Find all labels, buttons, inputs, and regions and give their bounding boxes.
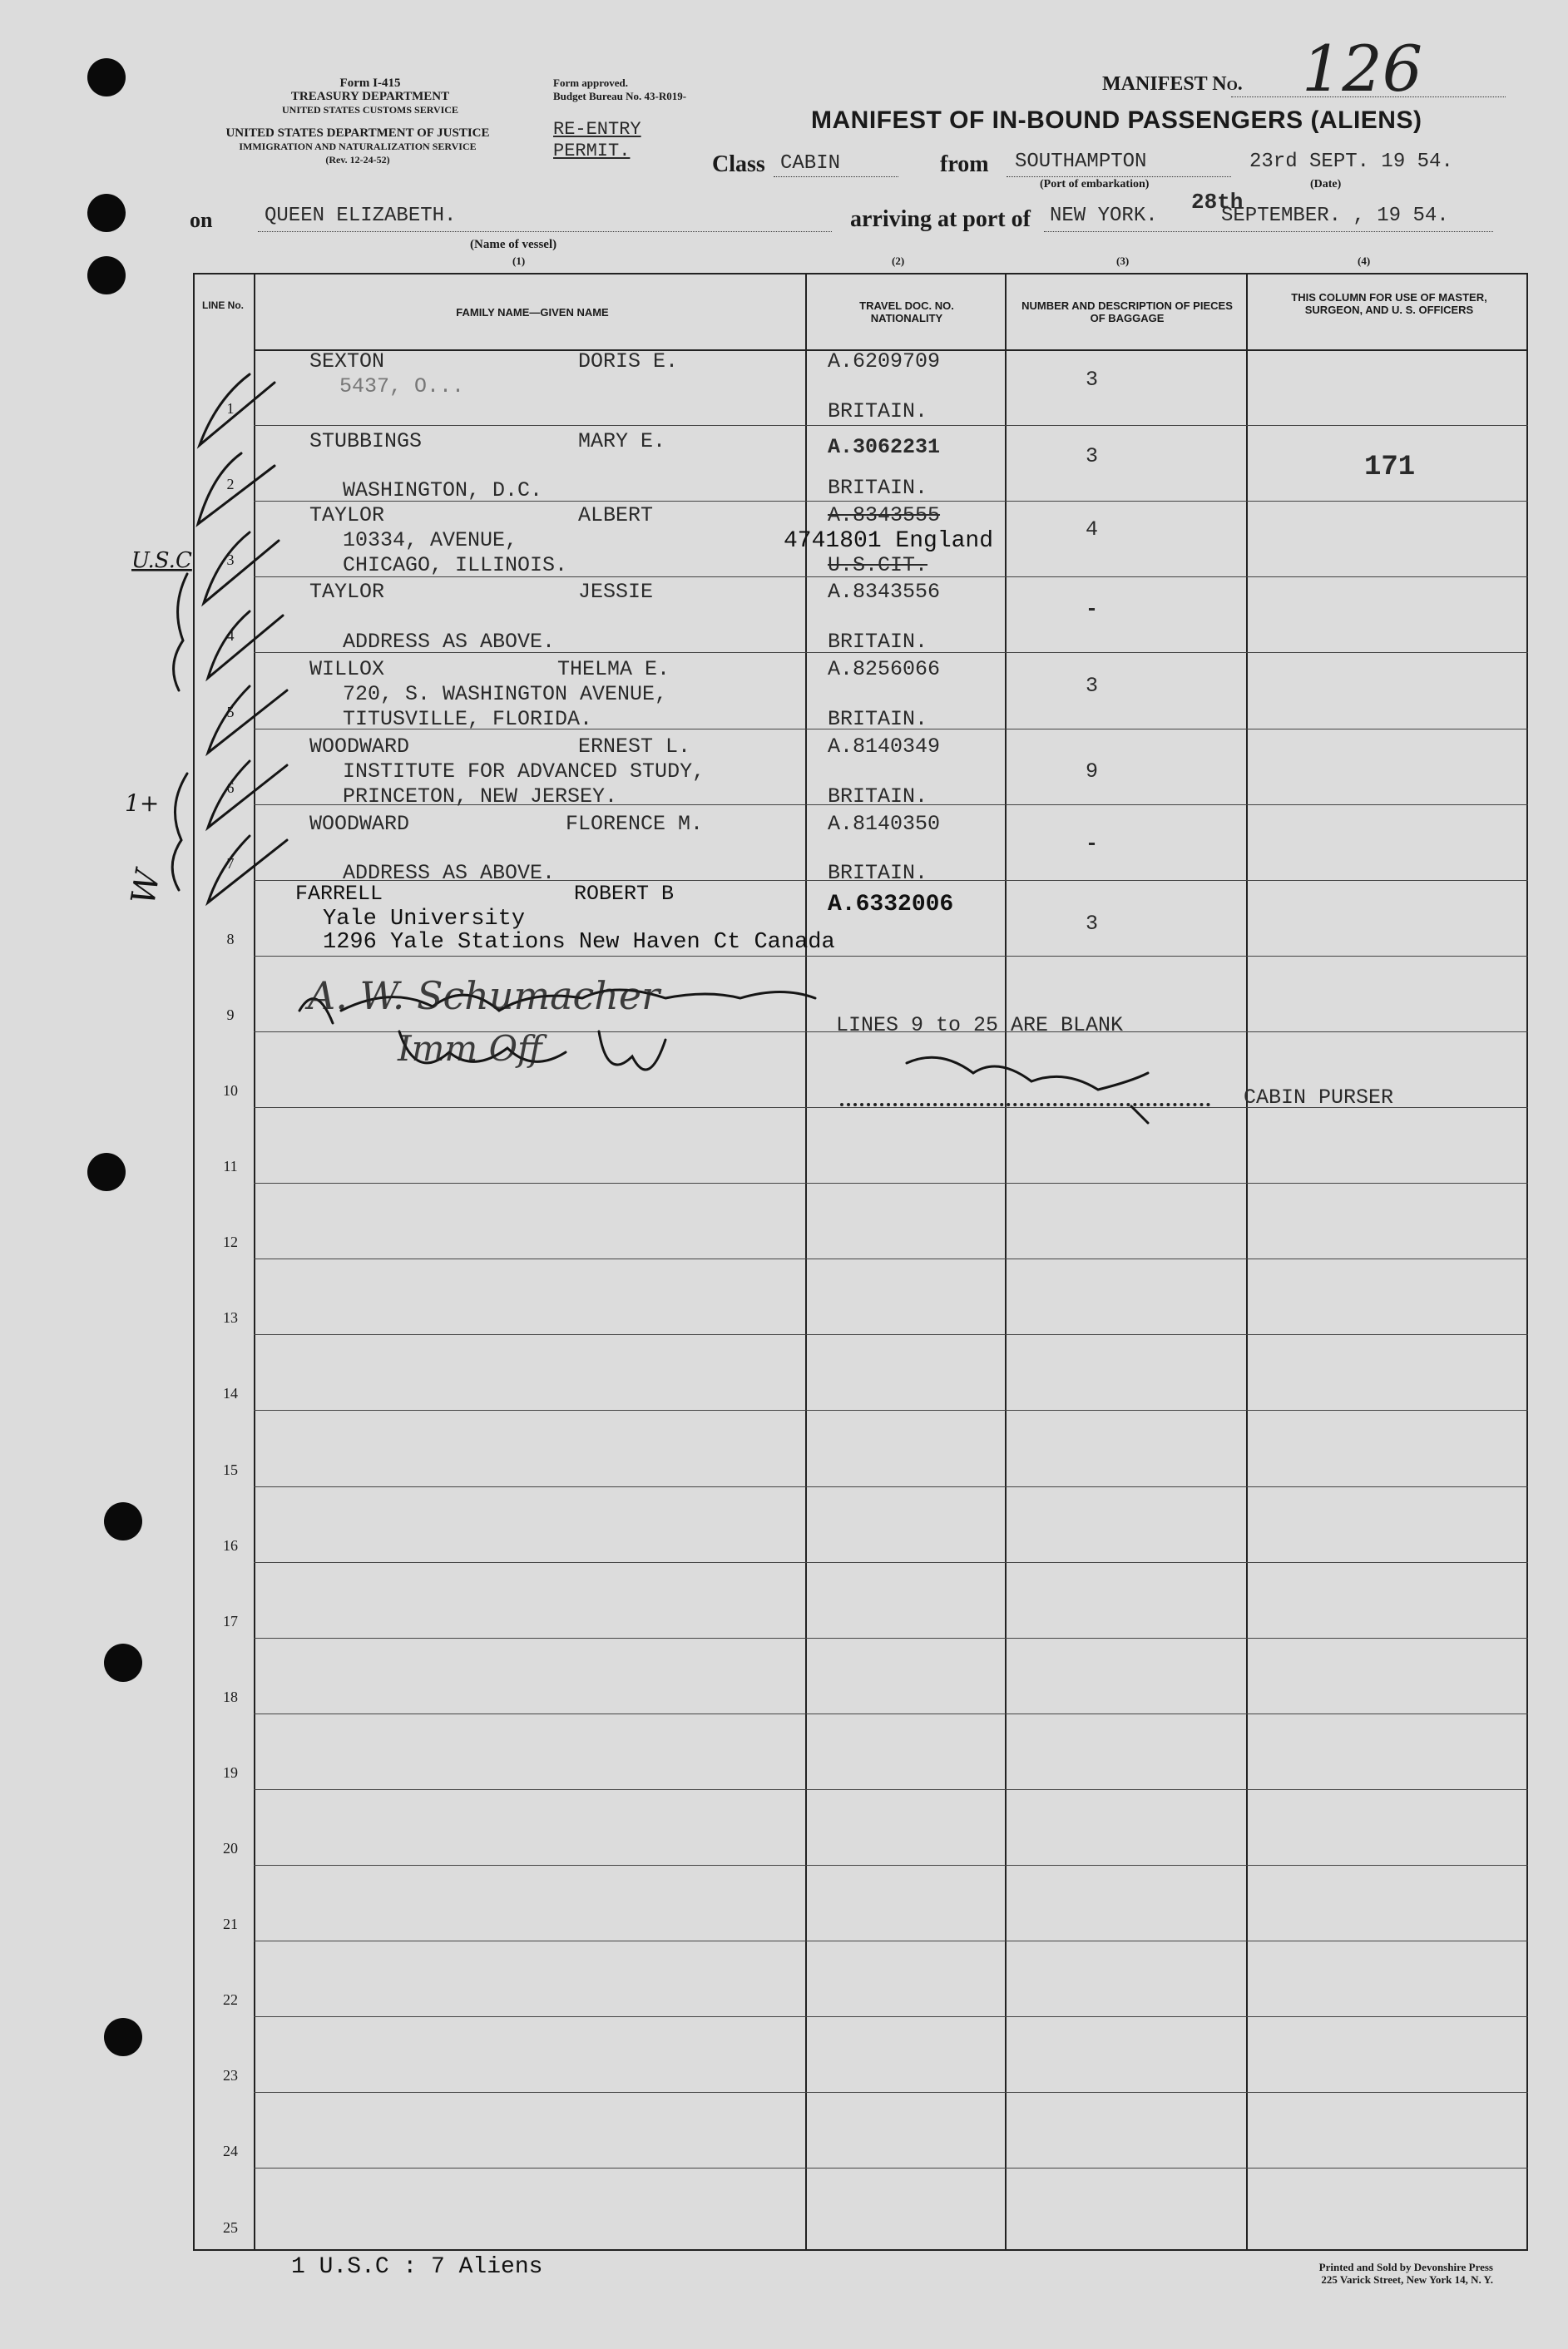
vessel-value: QUEEN ELIZABETH. bbox=[265, 205, 457, 227]
col-header-baggage: NUMBER AND DESCRIPTION OF PIECES OF BAGGAGE bbox=[1021, 299, 1233, 324]
address-line: 720, S. WASHINGTON AVENUE, bbox=[343, 682, 668, 706]
given-name: FLORENCE M. bbox=[566, 812, 704, 836]
line-number: 25 bbox=[223, 2219, 238, 2236]
officer-note: 171 bbox=[1364, 452, 1416, 483]
row-rule bbox=[254, 425, 1528, 426]
class-value: CABIN bbox=[780, 152, 841, 175]
baggage-count: - bbox=[1086, 597, 1099, 621]
punch-hole bbox=[104, 1502, 142, 1540]
line-number: 18 bbox=[223, 1689, 238, 1705]
travel-doc: A.8140349 bbox=[828, 734, 941, 759]
customs-service: UNITED STATES CUSTOMS SERVICE bbox=[282, 104, 458, 116]
baggage-count: - bbox=[1086, 832, 1099, 856]
printer-imprint bbox=[1202, 2261, 1493, 2286]
row-rule bbox=[254, 1638, 1528, 1639]
ins-name: IMMIGRATION AND NATURALIZATION SERVICE bbox=[239, 141, 477, 152]
given-name: DORIS E. bbox=[578, 349, 679, 373]
address-line: 10334, AVENUE, bbox=[343, 528, 518, 552]
from-label: from bbox=[940, 151, 989, 177]
line-number: 10 bbox=[223, 1082, 238, 1099]
given-name: MARY E. bbox=[578, 429, 666, 453]
form-number-block bbox=[233, 77, 507, 116]
line-number: 5 bbox=[226, 704, 235, 720]
class-label: Class bbox=[712, 151, 765, 177]
side-note: 1+ bbox=[125, 789, 160, 817]
punch-hole bbox=[104, 2018, 142, 2056]
line-number: 3 bbox=[226, 551, 235, 568]
baggage-count: 3 bbox=[1086, 674, 1099, 698]
travel-doc: A.8343556 bbox=[828, 580, 941, 604]
usc-note: U.S.C bbox=[131, 548, 192, 573]
address-line: ADDRESS AS ABOVE. bbox=[343, 630, 556, 654]
port-rule bbox=[1044, 231, 1493, 232]
line-number: 13 bbox=[223, 1309, 238, 1326]
alien-summary: 1 U.S.C : 7 Aliens bbox=[291, 2254, 543, 2280]
form-approved: Form approved. bbox=[553, 77, 629, 89]
row-rule bbox=[254, 1183, 1528, 1184]
nationality: BRITAIN. bbox=[828, 630, 928, 654]
travel-doc: A.6332006 bbox=[828, 892, 954, 917]
nationality: BRITAIN. bbox=[828, 476, 928, 500]
line-number: 4 bbox=[226, 627, 235, 644]
line-number: 17 bbox=[223, 1613, 238, 1629]
vessel-label: (Name of vessel) bbox=[470, 238, 557, 251]
punch-hole bbox=[87, 1153, 126, 1191]
row-rule bbox=[254, 1486, 1528, 1487]
from-rule bbox=[1007, 176, 1231, 177]
line-number: 22 bbox=[223, 1991, 238, 2008]
nationality: BRITAIN. bbox=[828, 399, 928, 423]
col-divider bbox=[805, 274, 807, 2251]
side-note-w: W bbox=[124, 867, 168, 908]
line-number: 16 bbox=[223, 1537, 238, 1554]
line-number: 24 bbox=[223, 2143, 238, 2159]
row-rule bbox=[254, 1865, 1528, 1866]
immigration-signature: A. W. Schumacher bbox=[308, 973, 660, 1018]
address-line: TITUSVILLE, FLORIDA. bbox=[343, 707, 593, 731]
travel-doc: A.8343555 bbox=[828, 503, 941, 527]
immigration-title: Imm Off bbox=[398, 1028, 542, 1069]
family-name: SEXTON bbox=[309, 349, 385, 373]
col3-number: (3) bbox=[1116, 255, 1130, 267]
family-name: TAYLOR bbox=[309, 580, 385, 604]
rev-date: (Rev. 12-24-52) bbox=[325, 154, 390, 166]
travel-doc: A.6209709 bbox=[828, 349, 941, 373]
reentry-text: RE-ENTRY bbox=[553, 119, 641, 140]
address-line: PRINCETON, NEW JERSEY. bbox=[343, 784, 618, 809]
travel-doc: A.3062231 bbox=[828, 435, 941, 459]
col-divider bbox=[254, 274, 255, 2251]
col2-number: (2) bbox=[892, 255, 905, 267]
address-line: WASHINGTON, D.C. bbox=[343, 478, 543, 502]
col-header-name: FAMILY NAME—GIVEN NAME bbox=[456, 306, 609, 319]
given-name: ERNEST L. bbox=[578, 734, 691, 759]
address-line: CHICAGO, ILLINOIS. bbox=[343, 553, 568, 577]
address-line: 5437, O... bbox=[339, 374, 465, 398]
line-number: 12 bbox=[223, 1234, 238, 1250]
address-line: 1296 Yale Stations New Haven Ct Canada bbox=[323, 930, 835, 955]
line-number: 21 bbox=[223, 1916, 238, 1932]
port-embark-label: (Port of embarkation) bbox=[1040, 178, 1150, 190]
travel-doc: A.8256066 bbox=[828, 657, 941, 681]
address-line: Yale University bbox=[323, 907, 526, 932]
form-id: Form I-415 bbox=[339, 77, 401, 90]
vessel-rule bbox=[258, 231, 832, 232]
row-rule bbox=[254, 1334, 1528, 1335]
bracket-mark bbox=[172, 774, 187, 890]
line-number: 1 bbox=[226, 400, 235, 417]
col-divider bbox=[1005, 274, 1007, 2251]
family-name: FARRELL bbox=[295, 882, 383, 906]
col4-number: (4) bbox=[1358, 255, 1371, 267]
line-number: 9 bbox=[226, 1006, 235, 1023]
line-number: 8 bbox=[226, 931, 235, 947]
family-name: STUBBINGS bbox=[309, 429, 423, 453]
line-number: 6 bbox=[226, 779, 235, 796]
budget-bureau: Budget Bureau No. 43-R019- bbox=[553, 90, 687, 102]
family-name: WOODWARD bbox=[309, 734, 410, 759]
col-header-line: LINE No. bbox=[202, 299, 244, 311]
arriving-label: arriving at port of bbox=[850, 206, 1031, 232]
travel-doc: A.8140350 bbox=[828, 812, 941, 836]
doc-correction: 4741801 England bbox=[784, 528, 994, 554]
manifest-label: MANIFEST No. bbox=[1102, 73, 1243, 95]
line-number: 7 bbox=[226, 855, 235, 872]
nationality: BRITAIN. bbox=[828, 707, 928, 731]
address-line: INSTITUTE FOR ADVANCED STUDY, bbox=[343, 759, 705, 784]
col1-number: (1) bbox=[512, 255, 526, 267]
baggage-count: 9 bbox=[1086, 759, 1099, 784]
baggage-count: 3 bbox=[1086, 368, 1099, 392]
baggage-count: 4 bbox=[1086, 517, 1099, 542]
line-number: 20 bbox=[223, 1840, 238, 1857]
purser-signature-rule bbox=[840, 1103, 1210, 1106]
purser-label: CABIN PURSER bbox=[1244, 1085, 1394, 1110]
row-rule bbox=[254, 2092, 1528, 2093]
nationality: U.S.CIT. bbox=[828, 553, 928, 577]
row-rule bbox=[254, 1562, 1528, 1563]
col-divider bbox=[1246, 274, 1248, 2251]
row-rule bbox=[254, 2016, 1528, 2017]
line-number: 11 bbox=[223, 1158, 238, 1174]
nationality: BRITAIN. bbox=[828, 861, 928, 885]
printer-address: 225 Varick Street, New York 14, N. Y. bbox=[1321, 2273, 1493, 2286]
from-value: SOUTHAMPTON bbox=[1015, 151, 1147, 173]
row-rule bbox=[254, 1789, 1528, 1790]
row-rule bbox=[254, 956, 1528, 957]
given-name: ALBERT bbox=[578, 503, 654, 527]
baggage-count: 3 bbox=[1086, 444, 1099, 468]
class-rule bbox=[774, 176, 898, 177]
line-number: 19 bbox=[223, 1764, 238, 1781]
arrival-date: SEPTEMBER. , 19 54. bbox=[1221, 205, 1449, 227]
line-number: 2 bbox=[226, 476, 235, 492]
family-name: WOODWARD bbox=[309, 812, 410, 836]
treasury-dept: TREASURY DEPARTMENT bbox=[290, 90, 450, 103]
line-number: 14 bbox=[223, 1385, 238, 1402]
port-value: NEW YORK. bbox=[1050, 205, 1158, 227]
given-name: JESSIE bbox=[578, 580, 654, 604]
doj-block bbox=[183, 126, 532, 166]
punch-hole bbox=[87, 256, 126, 294]
permit-text: PERMIT. bbox=[553, 141, 631, 161]
col-header-officer: THIS COLUMN FOR USE OF MASTER, SURGEON, AND U. S. OFFICERS bbox=[1291, 291, 1487, 316]
punch-hole bbox=[87, 194, 126, 232]
approval-block bbox=[553, 77, 761, 103]
reentry-stamp bbox=[553, 119, 641, 162]
on-label: on bbox=[190, 208, 213, 232]
baggage-count: 3 bbox=[1086, 912, 1099, 936]
page-title: MANIFEST OF IN-BOUND PASSENGERS (ALIENS) bbox=[811, 106, 1422, 134]
arrival-day: 28th bbox=[1191, 190, 1244, 215]
line-number: 23 bbox=[223, 2067, 238, 2084]
family-name: TAYLOR bbox=[309, 503, 385, 527]
given-name: ROBERT B bbox=[574, 882, 675, 906]
punch-hole bbox=[104, 1644, 142, 1682]
line-number: 15 bbox=[223, 1461, 238, 1478]
lines-blank-note: LINES 9 to 25 ARE BLANK bbox=[836, 1013, 1124, 1037]
doj-name: UNITED STATES DEPARTMENT OF JUSTICE bbox=[225, 126, 490, 140]
printer-line: Printed and Sold by Devonshire Press bbox=[1318, 2261, 1493, 2273]
date-label: (Date) bbox=[1310, 178, 1342, 190]
row-rule bbox=[254, 1410, 1528, 1411]
address-line: ADDRESS AS ABOVE. bbox=[343, 861, 556, 885]
given-name: THELMA E. bbox=[557, 657, 670, 681]
date-value: 23rd SEPT. 19 54. bbox=[1249, 151, 1453, 173]
family-name: WILLOX bbox=[309, 657, 385, 681]
nationality: BRITAIN. bbox=[828, 784, 928, 809]
manifest-number: 126 bbox=[1302, 32, 1423, 106]
col-header-doc: TRAVEL DOC. NO. NATIONALITY bbox=[859, 299, 954, 324]
bracket-mark bbox=[174, 574, 187, 690]
punch-hole bbox=[87, 58, 126, 96]
manifest-number-rule bbox=[1231, 96, 1506, 97]
